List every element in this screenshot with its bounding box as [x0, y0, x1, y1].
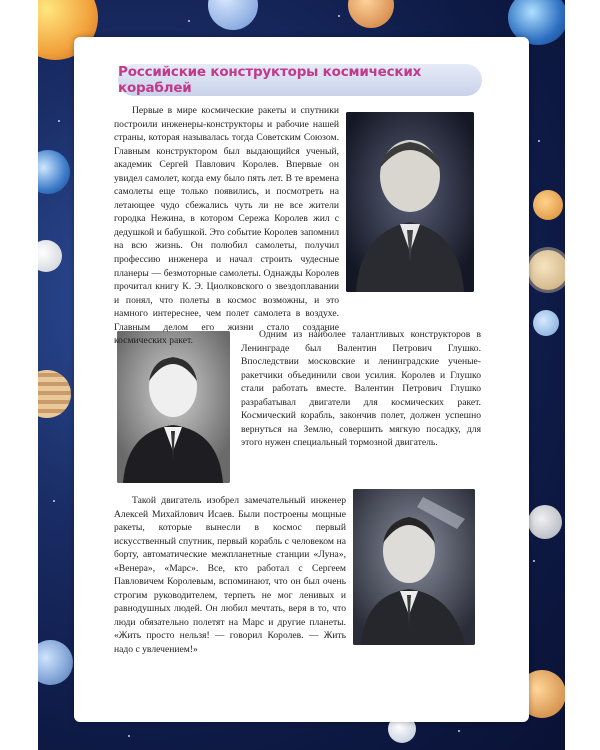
planet-orange-icon: [348, 0, 394, 28]
portrait-icon: [117, 331, 230, 483]
planet-jupiter-icon: [38, 370, 71, 418]
photo-isaev: [353, 489, 475, 645]
paragraph-isaev: Такой двигатель изобрел замечательный инженер Алексей Михайлович Исаев. Были построены мощные ракеты, которые вынесли в космос первый искусственный спутник, первый корабль с человеком на борту, автоматические межпланетные станции «Луна», «Венера», «Марс». Все, кто работал с Сергеем Павловичем Королевым, вспоминают, что он был очень строгим руководителем, терпеть не мог ленивых и равнодушных людей. Он любил мечтать, веря в то, что люди обязательно полетят на Марс и другие планеты. «Жить просто нельзя! — говорил Королев. — Жить надо с увлечением!»: [114, 495, 346, 656]
planet-right-blue-icon: [533, 310, 559, 336]
title-banner: [118, 64, 482, 96]
planet-right-grey-icon: [528, 505, 562, 539]
planet-earth-left-icon: [38, 150, 70, 194]
paragraph-korolev: Первые в мире космические ракеты и спутники построили инженеры-конструкторы и рабочие нашей страны, которая называлась тогда Советским Союзом. Главным конструктором был выдающийся ученый, академик Сергей Павлович Королев. Впервые он увидел самолет, когда ему было пять лет. В те времена самолеты еще только появились, и посмотреть на летающее чудо сбежались чуть ли не все жители городка Нежина, в котором Сережа Королев жил с дедушкой и бабушкой. Это событие Королев запомнил на всю жизнь. Он полюбил самолеты, получил профессию инженера и начал строить чудесные планеры — безмоторные самолеты. Однажды Королев прочитал книгу К. Э. Циолковского о звездоплавании и понял, что полеты в космос возможны, и это намного интереснее, чем полет самолета в воздухе. Главным делом его жизни стало создание космических ракет.: [114, 105, 339, 347]
page-title: Российские конструкторы космических кораблей: [118, 64, 422, 96]
photo-glushko: [117, 331, 230, 483]
planet-saturn-icon: [528, 250, 565, 290]
portrait-icon: [353, 489, 475, 645]
planet-blue-icon: [208, 0, 258, 30]
planet-moon-icon: [38, 240, 62, 272]
photo-korolev: [346, 112, 474, 292]
planet-right-orange-icon: [533, 190, 563, 220]
portrait-icon: [346, 112, 474, 292]
planet-bottom-left-icon: [38, 640, 73, 685]
paragraph-glushko: Одним из наиболее талантливых конструкторов в Ленинграде был Валентин Петрович Глушко. Впоследствии московские и ленинградские ученые-ракетчики объединили свои усилия. Королев и Глушко стали работать вместе. Валентин Петрович Глушко разрабатывал двигатели для космических ракет. Космический корабль, закончив полет, должен успешно вернуться на Землю, совершить мягкую посадку, для этого нужен специальный тормозной двигатель.: [241, 329, 481, 449]
